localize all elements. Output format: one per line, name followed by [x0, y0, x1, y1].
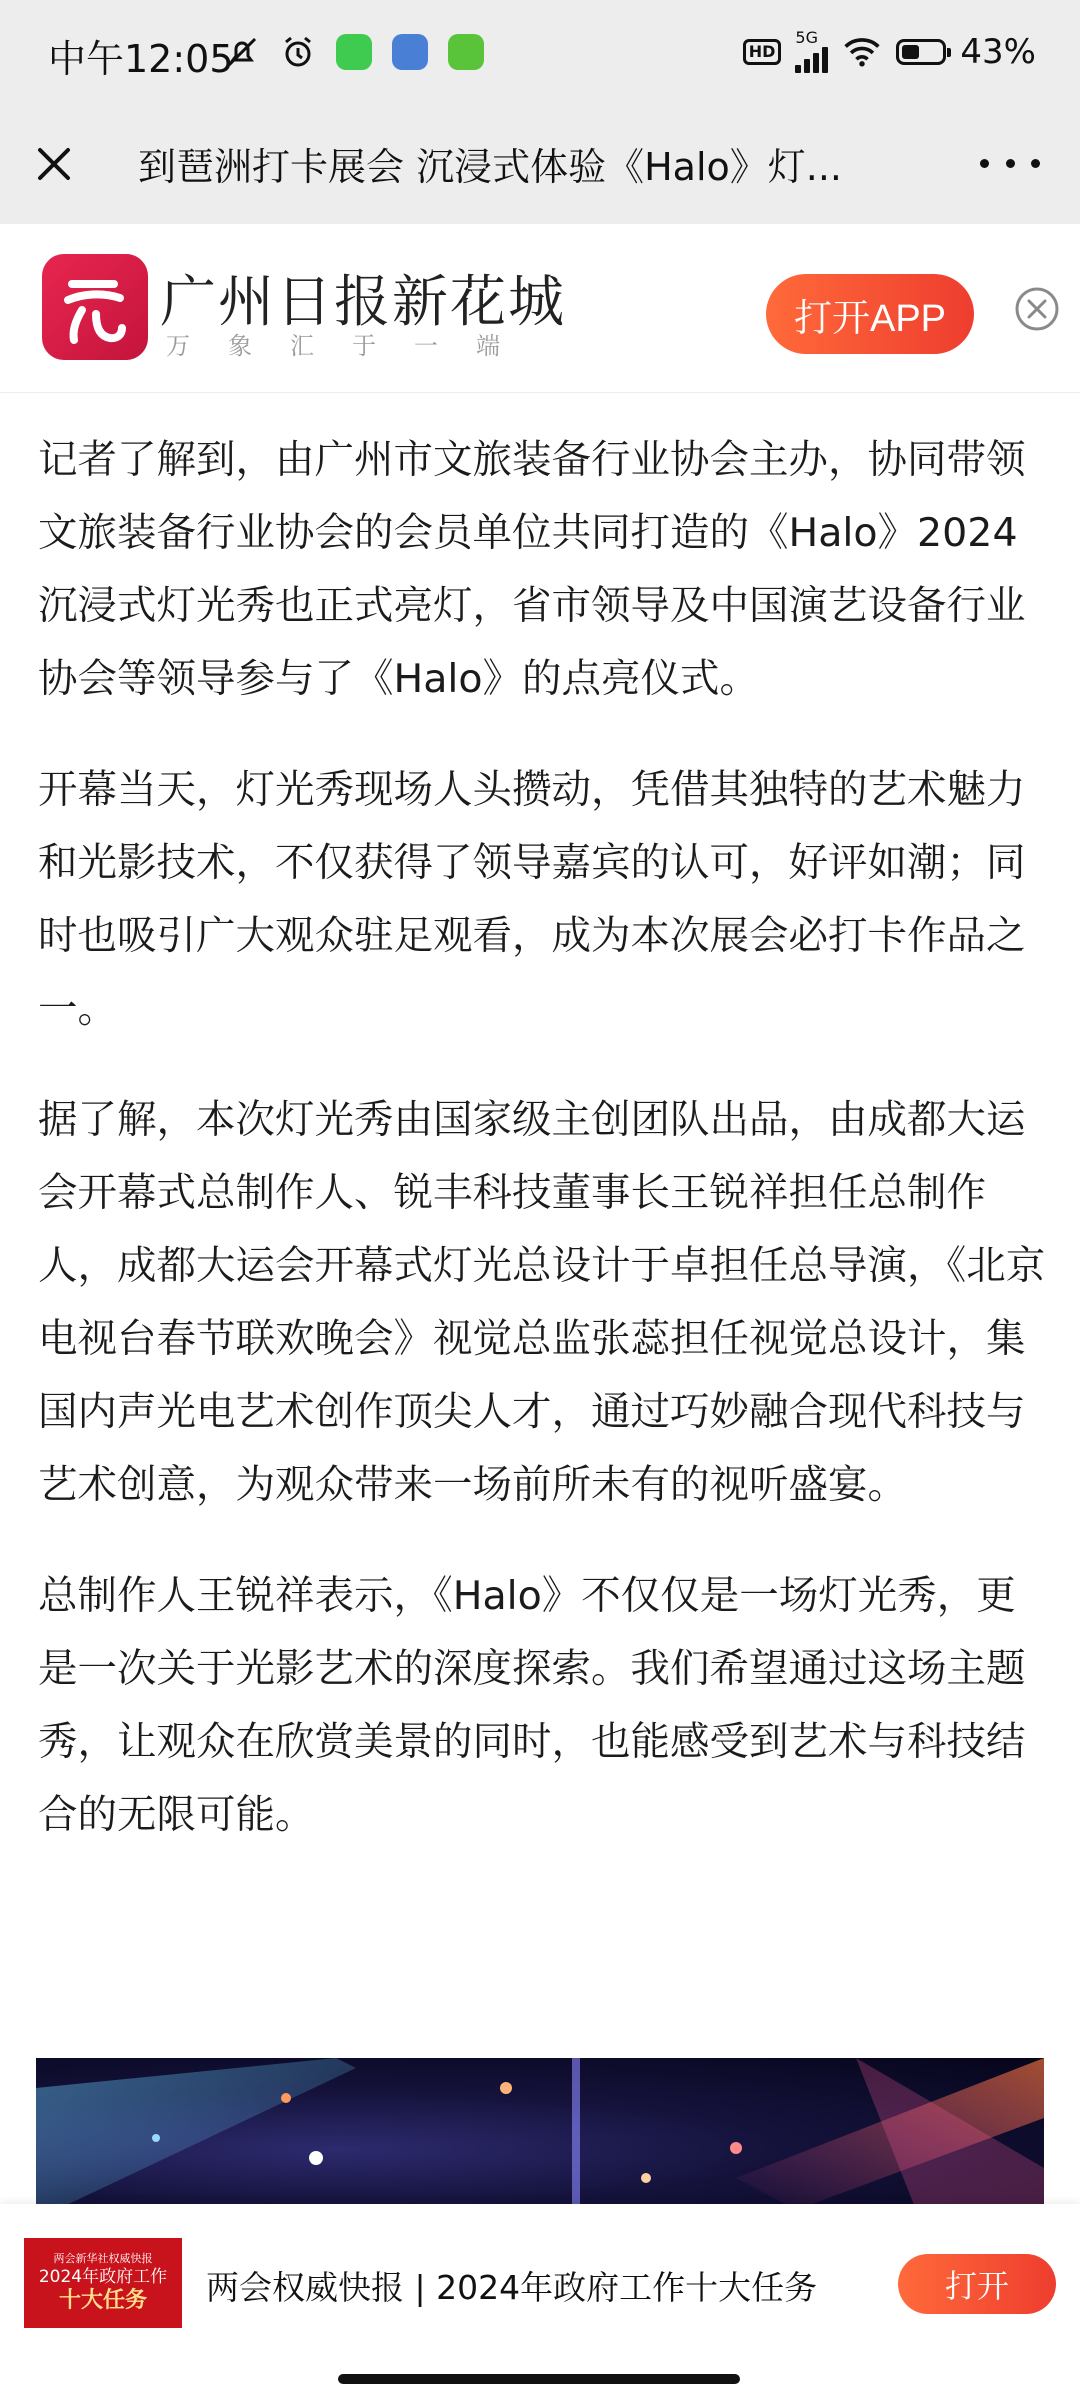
more-dot-icon [1006, 159, 1015, 168]
status-system-icons [743, 28, 1036, 76]
brand-slogan: 万象汇于一端 [166, 332, 538, 360]
network-indicator [795, 28, 828, 73]
light-show-image [36, 2058, 1044, 2210]
promo-thumb-line1: 两会新华社权威快报 [53, 2252, 153, 2265]
alarm-clock-icon [278, 32, 318, 72]
status-time: 中午12:05 [48, 37, 234, 81]
home-gesture-handle[interactable] [338, 2374, 740, 2384]
more-dot-icon [980, 159, 989, 168]
close-icon [24, 134, 84, 194]
article-paragraph: 开幕当天，灯光秀现场人头攒动，凭借其独特的艺术魅力和光影技术，不仅获得了领导嘉宾的认可，好评如潮；同时也吸引广大观众驻足观看，成为本次展会必打卡作品之一。 [38, 767, 1026, 1032]
promo-headline[interactable]: 两会权威快报 | 2024年政府工作十大任务 [206, 2268, 818, 2307]
promo-thumb-line3: 十大任务 [58, 2288, 147, 2313]
open-app-button[interactable]: 打开APP [766, 274, 974, 354]
close-button[interactable] [24, 134, 84, 194]
article-paragraph: 记者了解到，由广州市文旅装备行业协会主办，协同带领文旅装备行业协会的会员单位共同打造的《Halo》2024沉浸式灯光秀也正式亮灯，省市领导及中国演艺设备行业协会等领导参与了《Halo》的点亮仪式。 [38, 437, 1026, 702]
network-type: 5G [795, 28, 818, 47]
promo-open-button[interactable]: 打开 [898, 2254, 1056, 2314]
more-options-button[interactable] [980, 138, 1040, 188]
system-nav-bar [0, 2366, 1080, 2400]
article-body [38, 424, 1046, 1890]
huacheng-logo-icon [42, 254, 148, 360]
app-promo-banner [0, 224, 1080, 393]
dismiss-banner-button[interactable] [1012, 284, 1062, 334]
mute-bell-icon [222, 32, 262, 72]
wifi-icon [842, 32, 882, 72]
page-title: 到琶洲打卡展会 沉浸式体验《Halo》灯... [138, 145, 842, 189]
download-app-icon [446, 32, 486, 72]
article-paragraph: 据了解，本次灯光秀由国家级主创团队出品，由成都大运会开幕式总制作人、锐丰科技董事长王锐祥担任总制作人，成都大运会开幕式灯光总设计于卓担任总导演，《北京电视台春节联欢晚会》视觉总监张蕊担任视觉总设计，集国内声光电艺术创作顶尖人才，通过巧妙融合现代科技与艺术创意，为观众带来一场前所未有的视听盛宴。 [38, 1097, 1046, 1508]
more-dot-icon [1031, 159, 1040, 168]
article-paragraph: 总制作人王锐祥表示，《Halo》不仅仅是一场灯光秀，更是一次关于光影艺术的深度探索。我们希望通过这场主题秀，让观众在欣赏美景的同时，也能感受到艺术与科技结合的无限可能。 [38, 1573, 1026, 1838]
map-app-icon [390, 32, 430, 72]
bottom-news-promo[interactable] [0, 2204, 1080, 2366]
status-notification-icons [222, 30, 486, 74]
close-circle-icon [1012, 284, 1062, 334]
signal-bars-icon [795, 45, 828, 73]
promo-thumb-line2: 2024年政府工作 [38, 2267, 168, 2287]
status-bar [0, 0, 1080, 104]
chat-app-icon [334, 32, 374, 72]
hd-badge: HD [743, 39, 782, 65]
battery-level [902, 45, 918, 59]
promo-thumbnail [24, 2238, 182, 2328]
webview-title-bar [0, 104, 1080, 224]
battery-percent: 43% [960, 32, 1036, 72]
brand-name: 广州日报新花城 [160, 270, 566, 335]
battery-icon [896, 39, 946, 65]
article-photo[interactable] [36, 2058, 1044, 2210]
